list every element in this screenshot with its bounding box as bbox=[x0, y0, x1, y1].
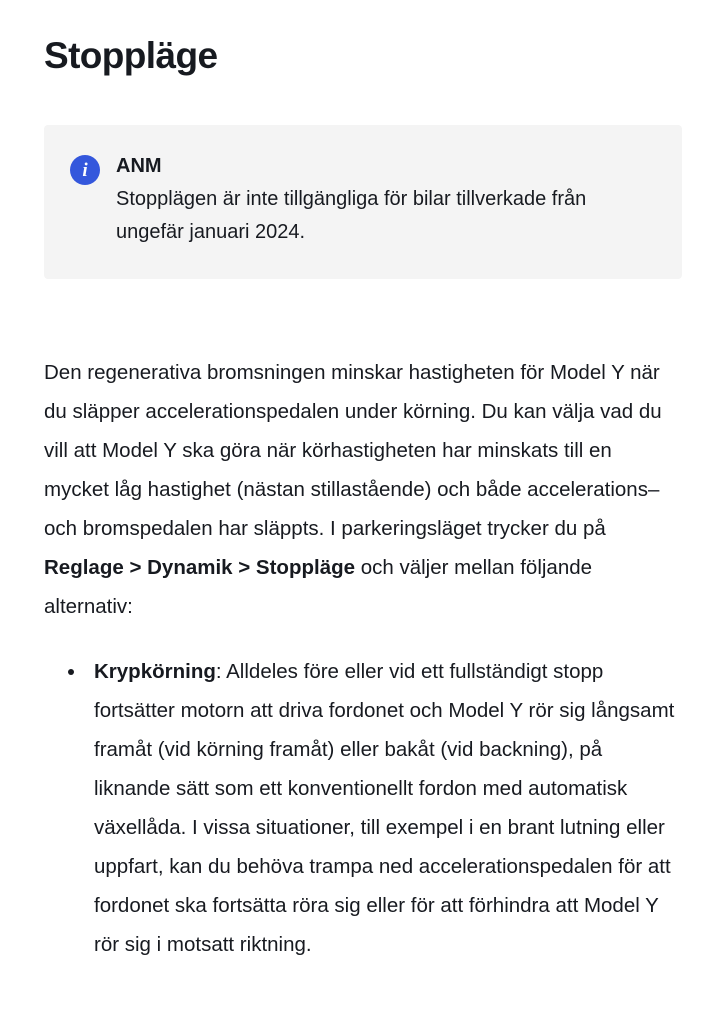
intro-paragraph-path: Reglage > Dynamik > Stoppläge bbox=[44, 556, 356, 579]
info-icon: i bbox=[70, 155, 100, 185]
note-content bbox=[116, 153, 656, 249]
intro-paragraph bbox=[44, 353, 682, 626]
list-item bbox=[44, 652, 682, 964]
list-item-text: : Alldeles före eller vid ett fullständigt stopp fortsätter motorn att driva fordonet och Model Y rör sig långsamt framåt (vid körning framåt) eller bakåt (vid backning), på liknande sätt som ett konventionellt fordon med automatisk växellåda. I vissa situationer, till exempel i en brant lutning eller uppfart, kan du behöva trampa ned accelerationspedalen för att fordonet ska fortsätta röra sig eller för att förhindra att Model Y rör sig i motsatt riktning. bbox=[94, 660, 675, 956]
note-callout bbox=[44, 125, 682, 279]
options-list bbox=[44, 652, 682, 964]
page-title: Stoppläge bbox=[44, 35, 218, 76]
list-item-term: Krypkörning bbox=[94, 660, 216, 683]
intro-paragraph-part1: Den regenerativa bromsningen minskar hastigheten för Model Y när du släpper accelerationspedalen under körning. Du kan välja vad du vill att Model Y ska göra när körhastigheten har minskats till en mycket låg hastighet (nästan stillastående) och både accelerations– och bromspedalen har släppts. I parkeringsläget trycker du på bbox=[44, 361, 662, 540]
note-text: Stopplägen är inte tillgängliga för bilar tillverkade från ungefär januari 2024. bbox=[116, 188, 587, 243]
note-label: ANM bbox=[116, 155, 162, 177]
intro-paragraph-part2: och väljer mellan följande alternativ: bbox=[44, 556, 593, 618]
